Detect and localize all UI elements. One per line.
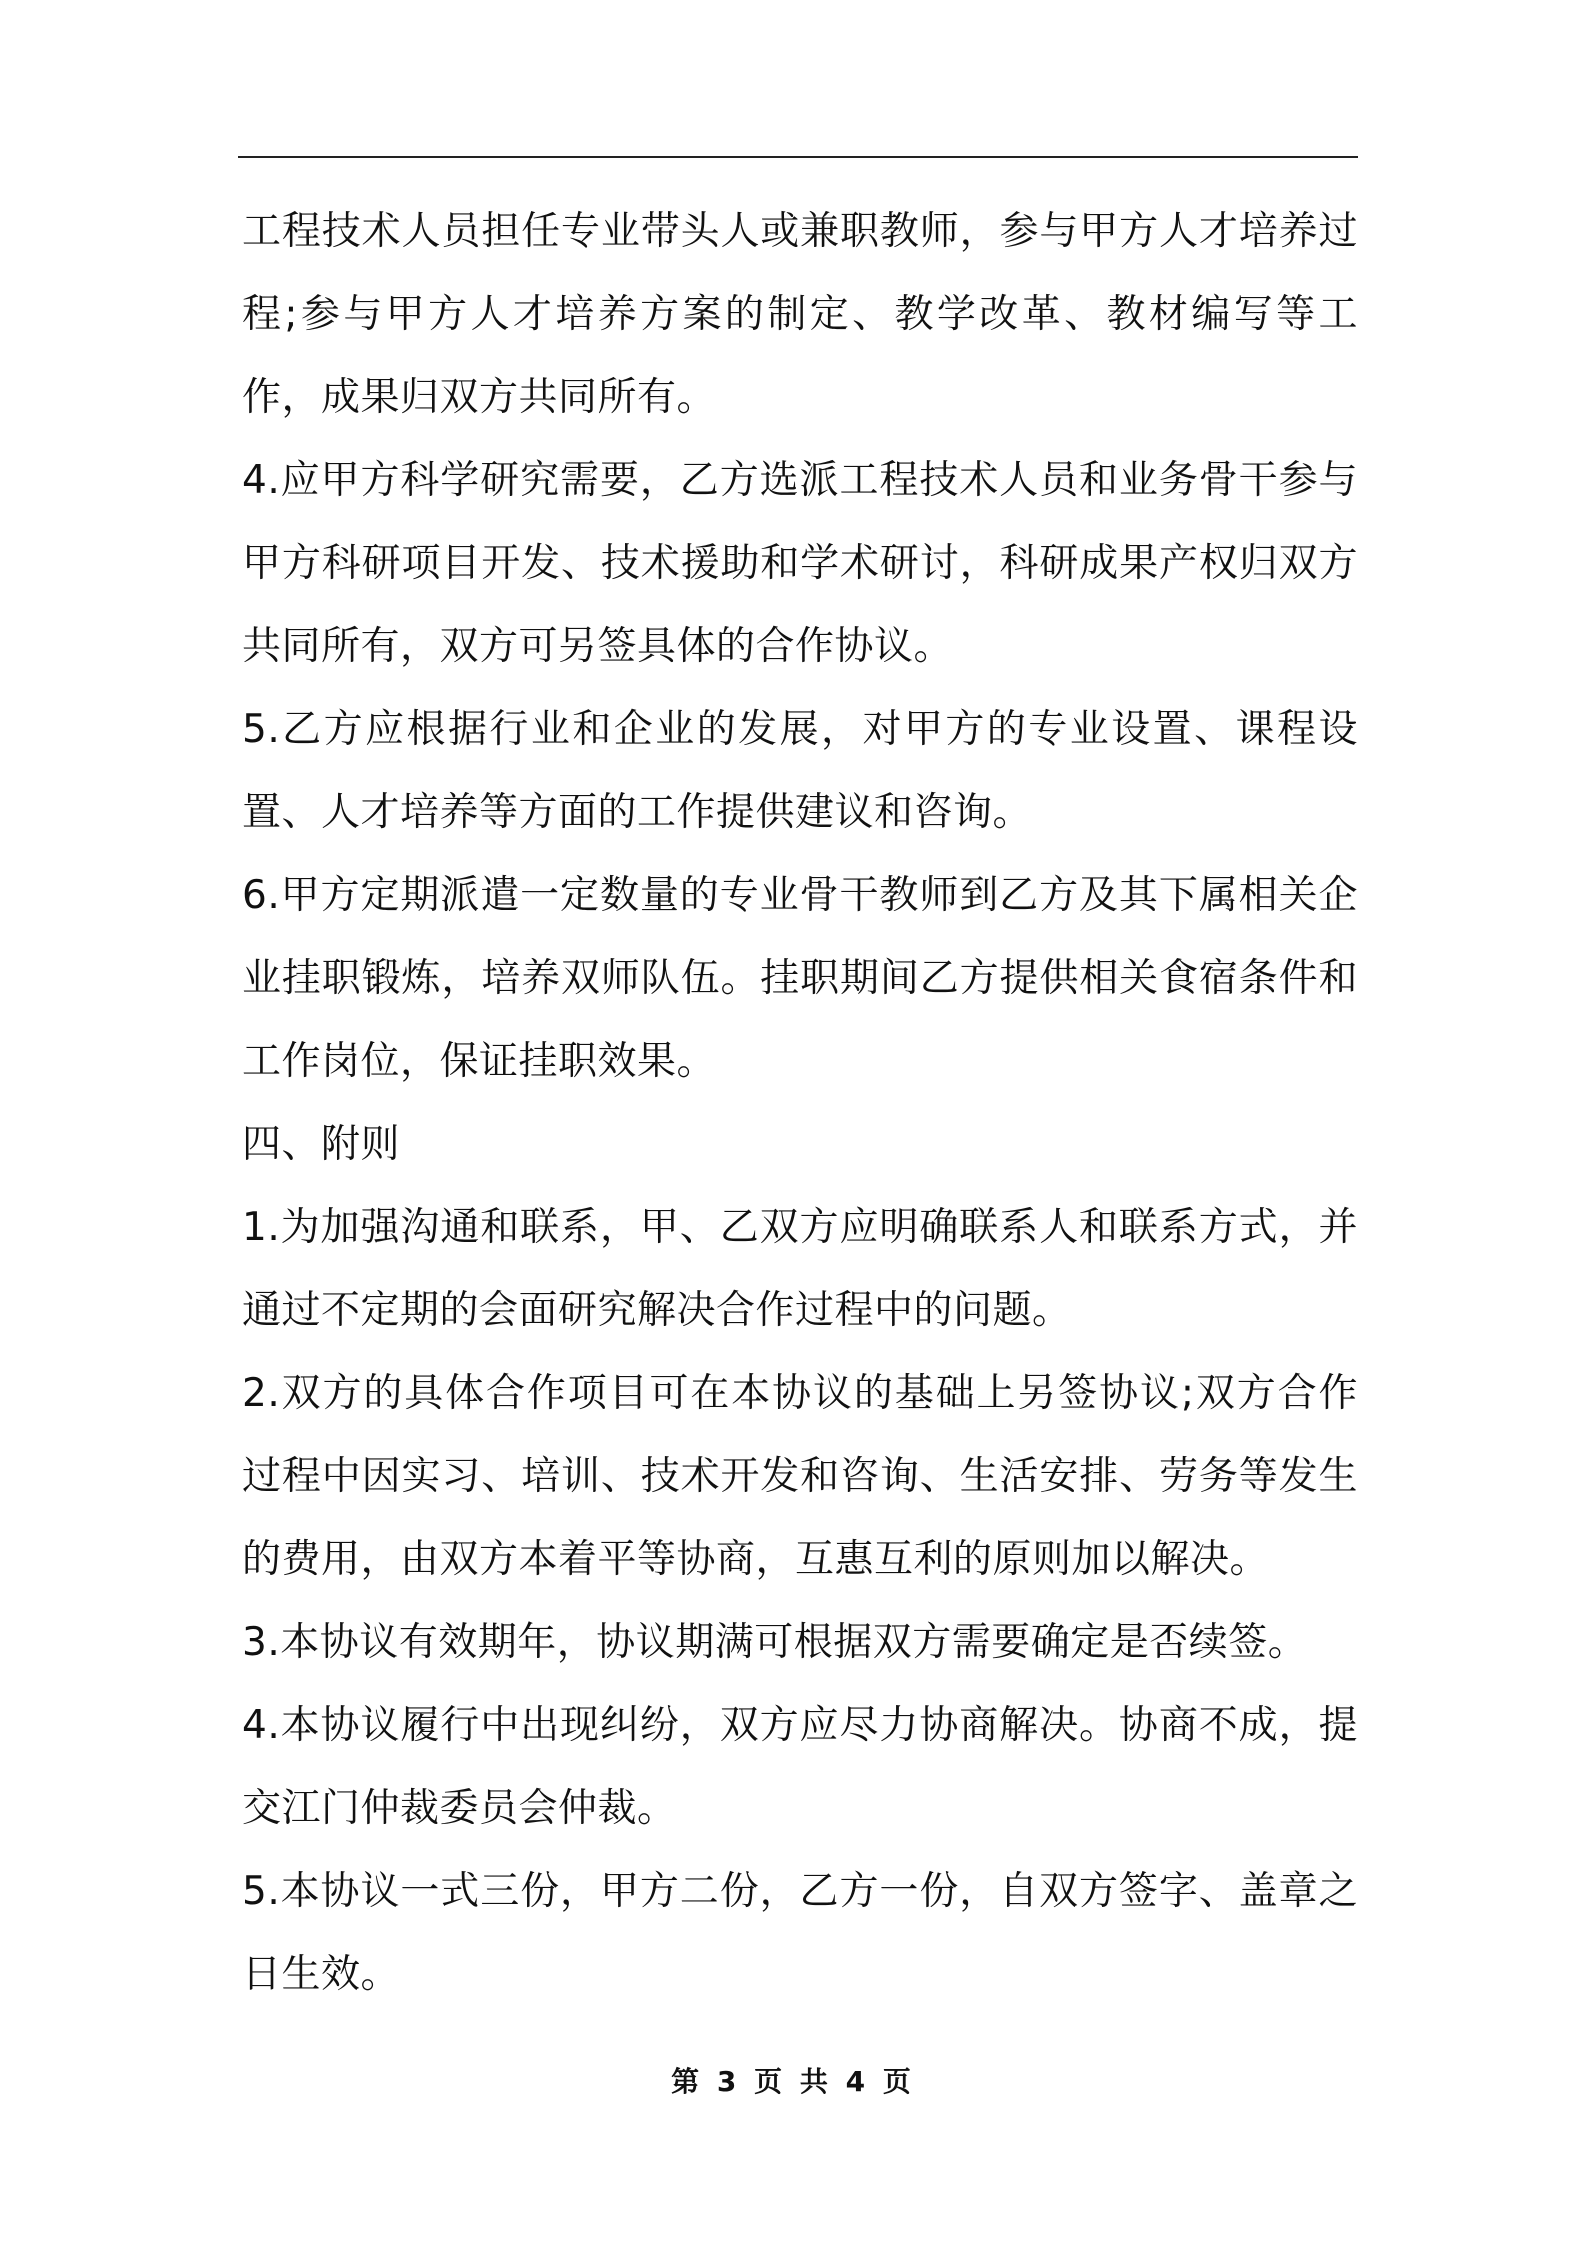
paragraph: 5.本协议一式三份，甲方二份，乙方一份，自双方签字、盖章之日生效。 bbox=[242, 1869, 1358, 1997]
paragraph: 2.双方的具体合作项目可在本协议的基础上另签协议;双方合作过程中因实习、培训、技术开发和咨询、生活安排、劳务等发生的费用，由双方本着平等协商，互惠互利的原则加以解决。 bbox=[242, 1371, 1358, 1582]
paragraph: 4.应甲方科学研究需要，乙方选派工程技术人员和业务骨干参与甲方科研项目开发、技术援助和学术研讨，科研成果产权归双方共同所有，双方可另签具体的合作协议。 bbox=[242, 458, 1358, 669]
paragraph: 5.乙方应根据行业和企业的发展，对甲方的专业设置、课程设置、人才培养等方面的工作提供建议和咨询。 bbox=[242, 707, 1358, 835]
paragraph: 6.甲方定期派遣一定数量的专业骨干教师到乙方及其下属相关企业挂职锻炼，培养双师队伍。挂职期间乙方提供相关食宿条件和工作岗位，保证挂职效果。 bbox=[242, 873, 1358, 1084]
paragraph: 4.本协议履行中出现纠纷，双方应尽力协商解决。协商不成，提交江门仲裁委员会仲裁。 bbox=[242, 1703, 1358, 1831]
page-number: 第 3 页 共 4 页 bbox=[671, 2065, 915, 2098]
paragraph: 1.为加强沟通和联系，甲、乙双方应明确联系人和联系方式，并通过不定期的会面研究解决合作过程中的问题。 bbox=[242, 1205, 1358, 1333]
document-body bbox=[242, 190, 1358, 2016]
paragraph: 3.本协议有效期年，协议期满可根据双方需要确定是否续签。 bbox=[242, 1620, 1308, 1665]
section-heading: 四、附则 bbox=[242, 1122, 401, 1167]
header-divider bbox=[238, 156, 1358, 158]
paragraph: 工程技术人员担任专业带头人或兼职教师，参与甲方人才培养过程;参与甲方人才培养方案的制定、教学改革、教材编写等工作，成果归双方共同所有。 bbox=[242, 209, 1358, 420]
page-footer bbox=[0, 2060, 1586, 2100]
